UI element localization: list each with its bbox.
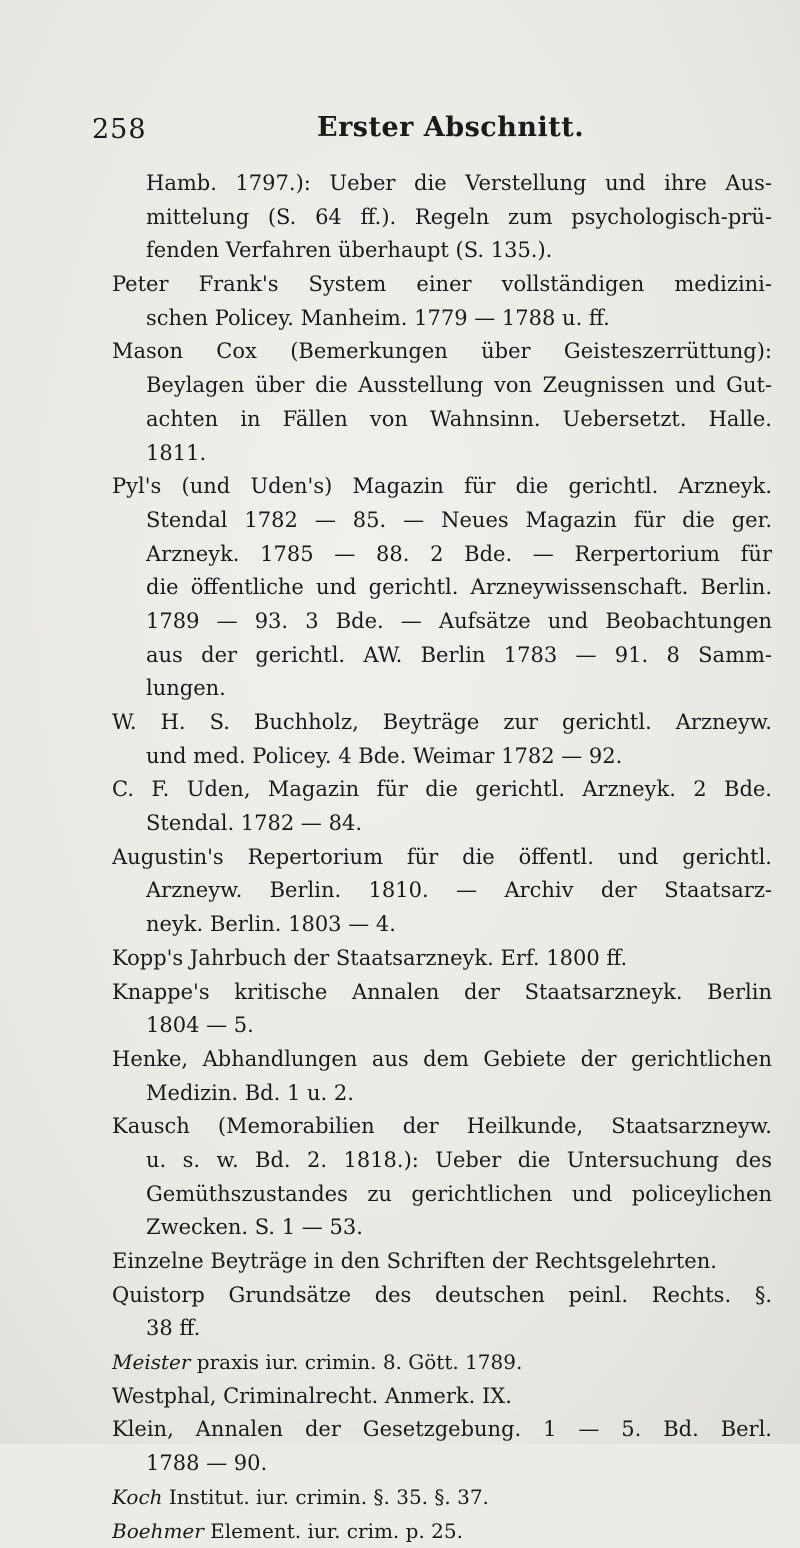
text-line (112, 1380, 772, 1414)
text-line: Kausch (Memorabilien der Heilkunde, Staatsarzneyw. (112, 1110, 772, 1144)
text-line: W. H. S. Buchholz, Beyträge zur gerichtl. Arzneyw. (112, 706, 772, 740)
citation-text: 1788 — 90. (146, 1451, 267, 1475)
text-line (112, 1447, 772, 1481)
text-line: 1789 — 93. 3 Bde. — Aufsätze und Beobachtungen (112, 605, 772, 639)
text-line: Arzneyk. 1785 — 88. 2 Bde. — Rerpertorium für (112, 538, 772, 572)
text-line (112, 1481, 772, 1515)
citation-text: Institut. iur. crimin. §. 35. §. 37. (163, 1485, 489, 1509)
text-line: Henke, Abhandlungen aus dem Gebiete der gerichtlichen (112, 1043, 772, 1077)
text-line: achten in Fällen von Wahnsinn. Uebersetzt. Halle. (112, 403, 772, 437)
text-line: Pyl's (und Uden's) Magazin für die gerichtl. Arzneyk. (112, 470, 772, 504)
text-line: 38 ff. (112, 1312, 772, 1346)
text-line: u. s. w. Bd. 2. 1818.): Ueber die Untersuchung des (112, 1144, 772, 1178)
citation-text: Klein, Annalen der Gesetzgebung. 1 — 5. Bd. Berl. (112, 1417, 772, 1441)
text-line: Gemüthszustandes zu gerichtlichen und policeylichen (112, 1178, 772, 1212)
text-line: Zwecken. S. 1 — 53. (112, 1211, 772, 1245)
citation-text: praxis iur. crimin. 8. Gött. 1789. (190, 1350, 522, 1374)
citation-text: Westphal, Criminalrecht. Anmerk. IX. (112, 1384, 512, 1408)
author-name: Boehmer (112, 1519, 204, 1543)
text-line (112, 1346, 772, 1380)
text-line (112, 1515, 772, 1548)
text-line: Beylagen über die Ausstellung von Zeugnissen und Gut- (112, 369, 772, 403)
text-line: fenden Verfahren überhaupt (S. 135.). (112, 234, 772, 268)
text-line: lungen. (112, 672, 772, 706)
text-line: Augustin's Repertorium für die öffentl. und gerichtl. (112, 841, 772, 875)
text-line (112, 1413, 772, 1447)
text-line: Medizin. Bd. 1 u. 2. (112, 1077, 772, 1111)
text-line: Arzneyw. Berlin. 1810. — Archiv der Staatsarz- (112, 874, 772, 908)
bibliography-text (112, 167, 772, 1548)
text-line: C. F. Uden, Magazin für die gerichtl. Arzneyk. 2 Bde. (112, 773, 772, 807)
text-line: die öffentliche und gerichtl. Arzneywissenschaft. Berlin. (112, 571, 772, 605)
text-line: 1804 — 5. (112, 1009, 772, 1043)
text-line: neyk. Berlin. 1803 — 4. (112, 908, 772, 942)
text-line: Knappe's kritische Annalen der Staatsarzneyk. Berlin (112, 976, 772, 1010)
text-line: Stendal 1782 — 85. — Neues Magazin für die ger. (112, 504, 772, 538)
text-line: mittelung (S. 64 ff.). Regeln zum psychologisch-prü- (112, 201, 772, 235)
text-line: Kopp's Jahrbuch der Staatsarzneyk. Erf. 1800 ff. (112, 942, 772, 976)
text-line: aus der gerichtl. AW. Berlin 1783 — 91. 8 Samm- (112, 639, 772, 673)
page-header (92, 110, 742, 150)
text-line: Hamb. 1797.): Ueber die Verstellung und ihre Aus- (112, 167, 772, 201)
text-line: Stendal. 1782 — 84. (112, 807, 772, 841)
page-number: 258 (92, 114, 147, 145)
text-line: und med. Policey. 4 Bde. Weimar 1782 — 92. (112, 740, 772, 774)
text-line: Peter Frank's System einer vollständigen medizini- (112, 268, 772, 302)
text-line: Mason Cox (Bemerkungen über Geisteszerrüttung): (112, 335, 772, 369)
text-line: Quistorp Grundsätze des deutschen peinl. Rechts. §. (112, 1279, 772, 1313)
text-line: Einzelne Beyträge in den Schriften der Rechtsgelehrten. (112, 1245, 772, 1279)
text-line: schen Policey. Manheim. 1779 — 1788 u. ff. (112, 302, 772, 336)
running-head: Erster Abschnitt. (317, 112, 584, 143)
author-name: Koch (112, 1485, 163, 1509)
citation-text: Element. iur. crim. p. 25. (204, 1519, 463, 1543)
author-name: Meister (112, 1350, 190, 1374)
text-line: 1811. (112, 437, 772, 471)
